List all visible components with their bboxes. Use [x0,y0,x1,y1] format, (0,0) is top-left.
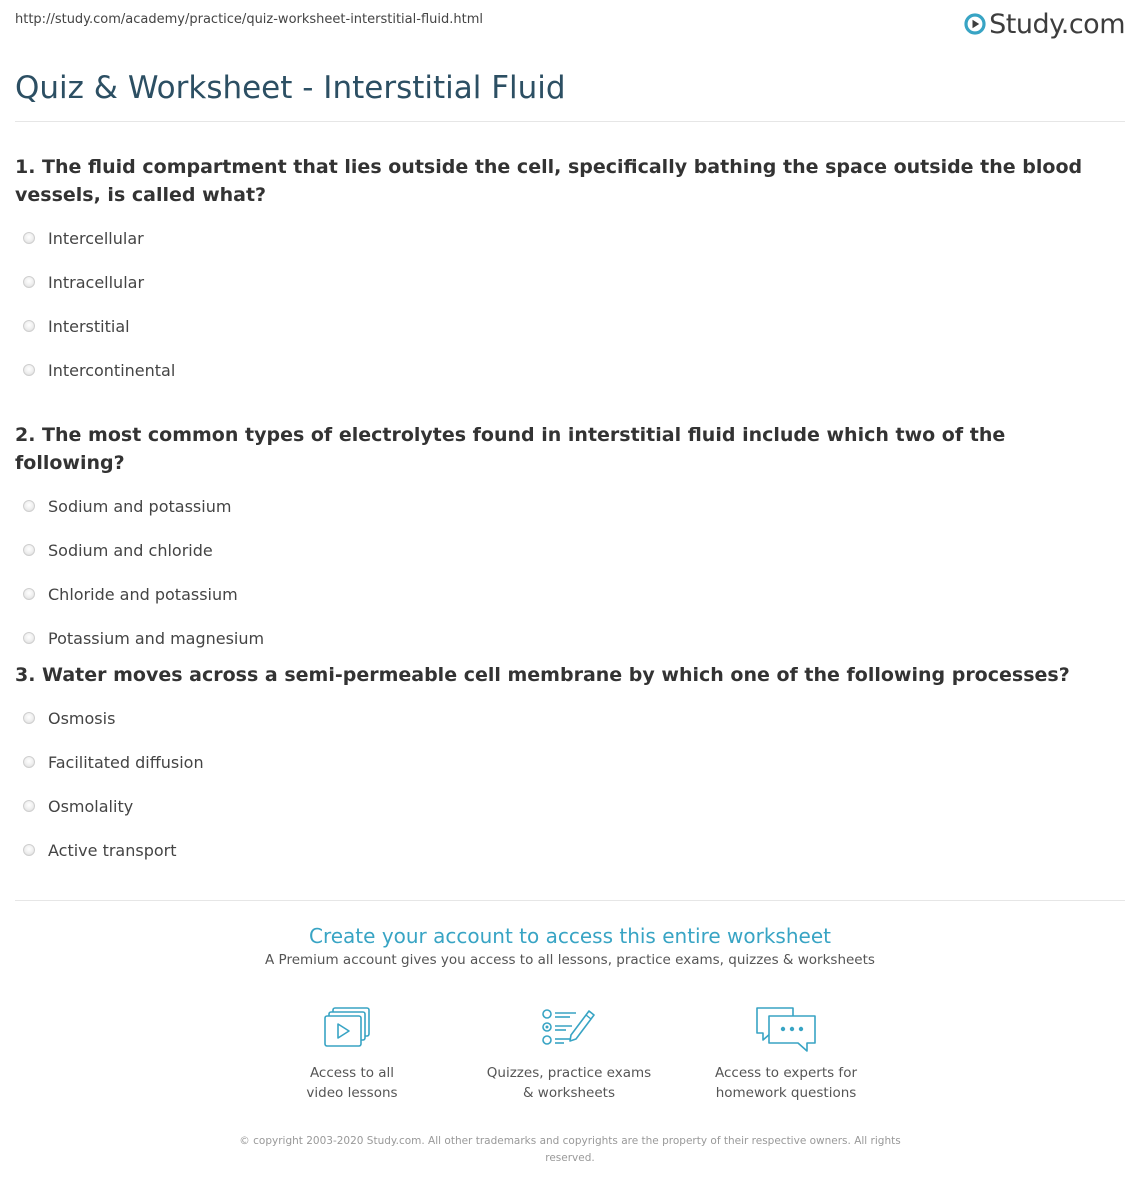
radio-button[interactable] [23,500,35,512]
answer-choice[interactable] [15,348,1115,392]
answer-label: Intercontinental [48,360,176,380]
feature-caption-line: & worksheets [522,1085,615,1101]
feature-caption [252,1063,452,1103]
answer-label: Interstitial [48,316,130,336]
feature-caption-line: homework questions [715,1085,857,1101]
cta-title-link[interactable]: Create your account to access this entire worksheet [309,924,831,948]
answer-label: Potassium and magnesium [48,628,265,648]
question-text: 3. Water moves across a semi-permeable cell membrane by which one of the following processes? [15,664,1070,686]
radio-button[interactable] [23,320,35,332]
answer-choices [15,216,1115,392]
page-title: Quiz & Worksheet - Interstitial Fluid [15,70,566,106]
radio-button[interactable] [23,632,35,644]
answer-label: Facilitated diffusion [48,752,204,772]
radio-button[interactable] [23,844,35,856]
page-url: http://study.com/academy/practice/quiz-worksheet-interstitial-fluid.html [15,12,483,27]
radio-button[interactable] [23,232,35,244]
radio-button[interactable] [23,756,35,768]
answer-choice[interactable] [15,828,1115,872]
study-logo[interactable] [964,6,1125,42]
answer-label: Sodium and chloride [48,540,213,560]
radio-button[interactable] [23,364,35,376]
feature-caption-line: Quizzes, practice exams [486,1065,652,1081]
answer-label: Chloride and potassium [48,584,238,604]
answer-choice[interactable] [15,740,1115,784]
question-1 [15,153,1115,392]
logo-text: Study.com [989,8,1125,40]
question-2 [15,421,1115,660]
section-divider [15,900,1125,901]
answer-choice[interactable] [15,784,1115,828]
answer-choice[interactable] [15,304,1115,348]
answer-choice[interactable] [15,260,1115,304]
title-divider [15,121,1125,122]
question-text: 2. The most common types of electrolytes found in interstitial fluid include which two of the following? [15,424,1006,474]
answer-choice[interactable] [15,696,1115,740]
top-bar [15,0,1125,50]
answer-choices [15,484,1115,660]
answer-label: Osmosis [48,708,116,728]
cta-subtitle: A Premium account gives you access to all lessons, practice exams, quizzes & worksheets [265,952,875,968]
radio-button[interactable] [23,276,35,288]
answer-choice[interactable] [15,528,1115,572]
answer-choice[interactable] [15,616,1115,660]
feature-video-lessons [252,1005,452,1103]
feature-experts [686,1005,886,1103]
radio-button[interactable] [23,544,35,556]
chat-bubbles-icon [753,1005,819,1053]
answer-label: Intercellular [48,228,144,248]
play-circle-icon [964,13,986,35]
feature-caption-line: Access to all [309,1065,395,1081]
feature-caption-line: video lessons [306,1085,398,1101]
answer-choices [15,696,1115,872]
feature-quizzes [469,1005,669,1103]
question-text: 1. The fluid compartment that lies outside the cell, specifically bathing the space outside the blood vessels, is called what? [15,156,1083,206]
answer-label: Osmolality [48,796,134,816]
question-3 [15,661,1115,872]
answer-choice[interactable] [15,216,1115,260]
video-lessons-icon [319,1005,385,1053]
signup-cta [0,922,1140,968]
answer-label: Sodium and potassium [48,496,232,516]
answer-label: Active transport [48,840,177,860]
feature-caption-line: Access to experts for [714,1065,857,1081]
answer-choice[interactable] [15,484,1115,528]
radio-button[interactable] [23,800,35,812]
radio-button[interactable] [23,712,35,724]
copyright-footer: © copyright 2003-2020 Study.com. All other trademarks and copyrights are the property of their respective owners. All rights reserved. [239,1135,901,1164]
feature-caption [686,1063,886,1103]
feature-caption [469,1063,669,1103]
quiz-list-icon [536,1005,602,1053]
answer-choice[interactable] [15,572,1115,616]
answer-label: Intracellular [48,272,145,292]
radio-button[interactable] [23,588,35,600]
